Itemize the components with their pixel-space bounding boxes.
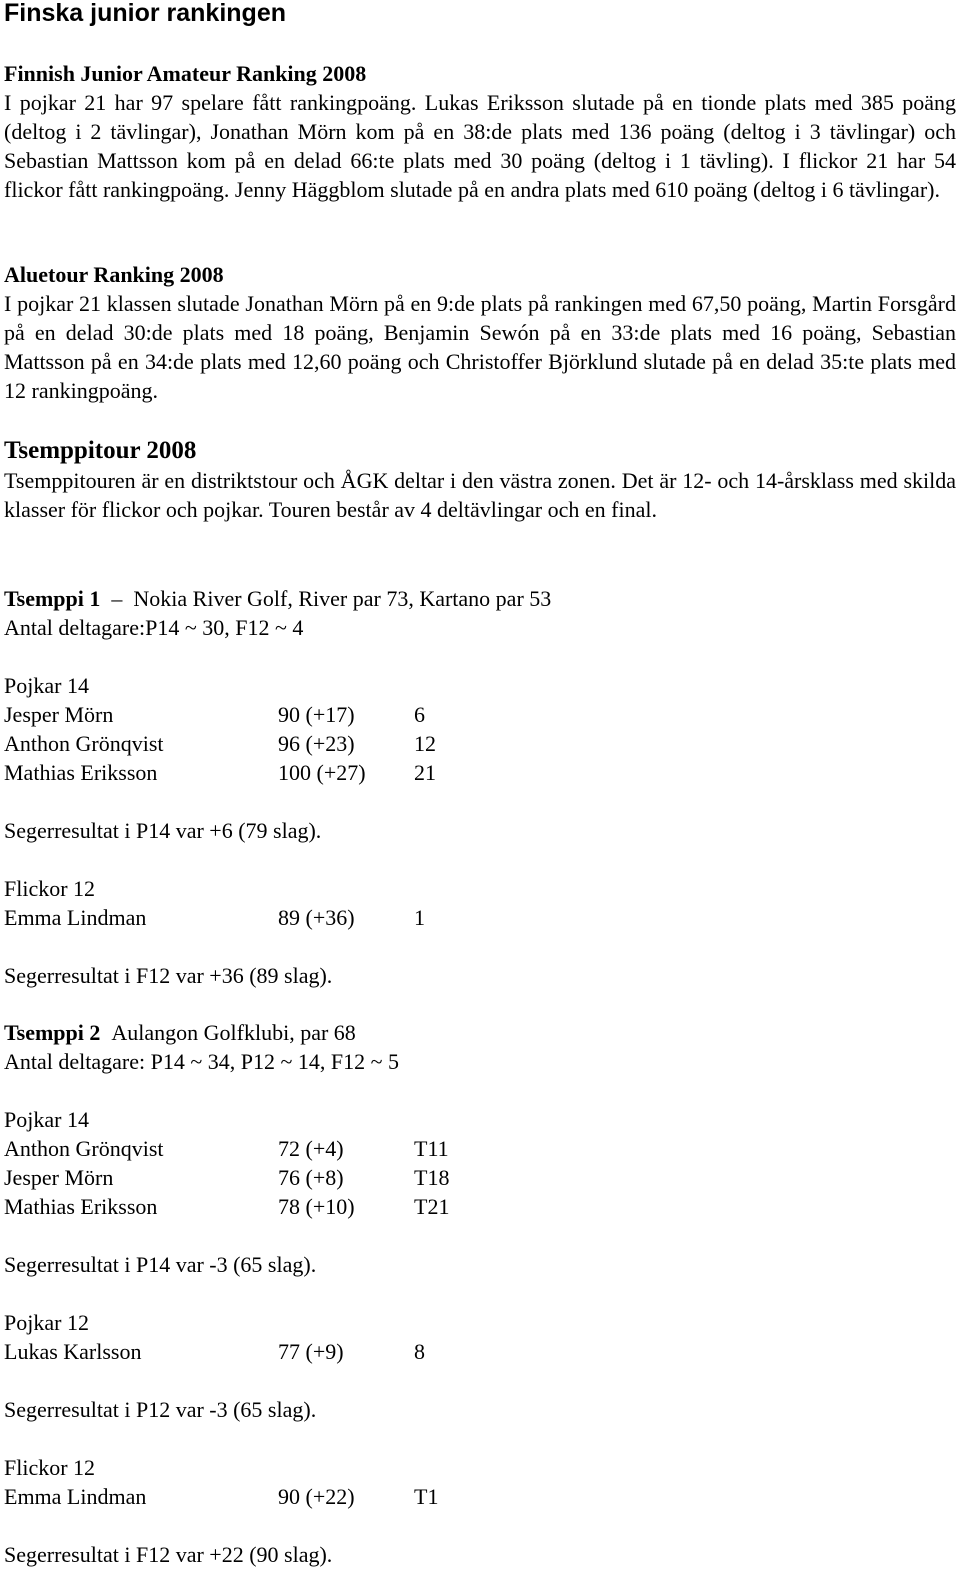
aluetour-body: I pojkar 21 klassen slutade Jonathan Mörn på en 9:de plats på rankingen med 67,50 poäng, Martin Forsgård på en delad 30:de plats med 18 poäng, Benjamin Sewón på en 33:de plats med 16 poäng, Sebastian Mattsson på en 34:de plats med 12,60 poäng och Christoffer Björklund slutade på en delad 35:te plats med 12 rankingpoäng. xyxy=(4,291,956,403)
tsemppi1-title: Tsemppi 1 xyxy=(4,586,101,611)
player-name: Mathias Eriksson xyxy=(4,760,158,785)
class-name: Pojkar 14 xyxy=(4,673,89,698)
player-name: Lukas Karlsson xyxy=(4,1339,142,1364)
finnish-ranking-section xyxy=(4,59,956,204)
player-place: 21 xyxy=(414,760,436,785)
player-place: 8 xyxy=(414,1339,425,1364)
winning-result: Segerresultat i F12 var +22 (90 slag). xyxy=(4,1542,333,1567)
tsemppitour-section xyxy=(4,436,956,524)
player-place: T11 xyxy=(414,1136,449,1161)
result-row xyxy=(4,1482,956,1511)
result-row xyxy=(4,1134,956,1163)
result-row xyxy=(4,758,956,787)
player-score: 77 (+9) xyxy=(278,1339,344,1364)
aluetour-heading: Aluetour Ranking 2008 xyxy=(4,262,224,287)
winning-result: Segerresultat i P14 var +6 (79 slag). xyxy=(4,818,322,843)
player-score: 72 (+4) xyxy=(278,1136,344,1161)
tsemppi1-section xyxy=(4,584,956,990)
player-name: Mathias Eriksson xyxy=(4,1194,158,1219)
tsemppi2-section xyxy=(4,1018,956,1569)
player-name: Anthon Grönqvist xyxy=(4,1136,164,1161)
player-place: T18 xyxy=(414,1165,450,1190)
class-name: Pojkar 12 xyxy=(4,1310,89,1335)
result-row xyxy=(4,700,956,729)
page-title: Finska junior rankingen xyxy=(4,0,286,27)
tsemppi2-venue: Aulangon Golfklubi, par 68 xyxy=(111,1020,356,1045)
tsemppi2-title: Tsemppi 2 xyxy=(4,1020,101,1045)
player-place: 12 xyxy=(414,731,436,756)
player-name: Jesper Mörn xyxy=(4,702,114,727)
tsemppitour-heading: Tsemppitour 2008 xyxy=(4,437,197,464)
finnish-ranking-body: I pojkar 21 har 97 spelare fått rankingpoäng. Lukas Eriksson slutade på en tionde plats med 385 poäng (deltog i 2 tävlingar), Jonathan Mörn kom på en 38:de plats med 136 poäng (deltog i 3 tävlingar) och Sebastian Mattsson kom på en delad 66:te plats med 30 poäng (deltog i 1 tävling). I flickor 21 har 54 flickor fått rankingpoäng. Jenny Häggblom slutade på en andra plats med 610 poäng (deltog i 6 tävlingar). xyxy=(4,90,956,202)
result-row xyxy=(4,1163,956,1192)
class-name: Pojkar 14 xyxy=(4,1107,89,1132)
class-name: Flickor 12 xyxy=(4,1455,96,1480)
winning-result: Segerresultat i P14 var -3 (65 slag). xyxy=(4,1252,317,1277)
player-name: Jesper Mörn xyxy=(4,1165,114,1190)
tsemppitour-body: Tsemppitouren är en distriktstour och ÅGK deltar i den västra zonen. Det är 12- och 14-årsklass med skilda klasser för flickor och pojkar. Touren består av 4 deltävlingar och en final. xyxy=(4,468,956,522)
tsemppi1-participants: Antal deltagare:P14 ~ 30, F12 ~ 4 xyxy=(4,615,304,640)
result-row xyxy=(4,903,956,932)
player-place: T1 xyxy=(414,1484,439,1509)
tsemppi1-header xyxy=(4,584,956,613)
player-score: 76 (+8) xyxy=(278,1165,344,1190)
tsemppi1-venue: Nokia River Golf, River par 73, Kartano par 53 xyxy=(133,586,552,611)
winning-result: Segerresultat i F12 var +36 (89 slag). xyxy=(4,963,333,988)
finnish-ranking-heading: Finnish Junior Amateur Ranking 2008 xyxy=(4,61,367,86)
player-name: Emma Lindman xyxy=(4,905,147,930)
player-score: 90 (+17) xyxy=(278,702,355,727)
player-score: 96 (+23) xyxy=(278,731,355,756)
result-row xyxy=(4,1337,956,1366)
player-score: 100 (+27) xyxy=(278,760,366,785)
player-name: Emma Lindman xyxy=(4,1484,147,1509)
player-place: 6 xyxy=(414,702,425,727)
tsemppi2-header xyxy=(4,1018,956,1047)
player-place: 1 xyxy=(414,905,425,930)
class-name: Flickor 12 xyxy=(4,876,96,901)
result-row xyxy=(4,1192,956,1221)
player-place: T21 xyxy=(414,1194,450,1219)
result-row xyxy=(4,729,956,758)
winning-result: Segerresultat i P12 var -3 (65 slag). xyxy=(4,1397,317,1422)
player-score: 89 (+36) xyxy=(278,905,355,930)
tsemppi2-participants: Antal deltagare: P14 ~ 34, P12 ~ 14, F12 ~ 5 xyxy=(4,1049,400,1074)
tsemppi1-dash: – xyxy=(111,586,123,611)
player-score: 90 (+22) xyxy=(278,1484,355,1509)
aluetour-section xyxy=(4,260,956,405)
player-name: Anthon Grönqvist xyxy=(4,731,164,756)
player-score: 78 (+10) xyxy=(278,1194,355,1219)
